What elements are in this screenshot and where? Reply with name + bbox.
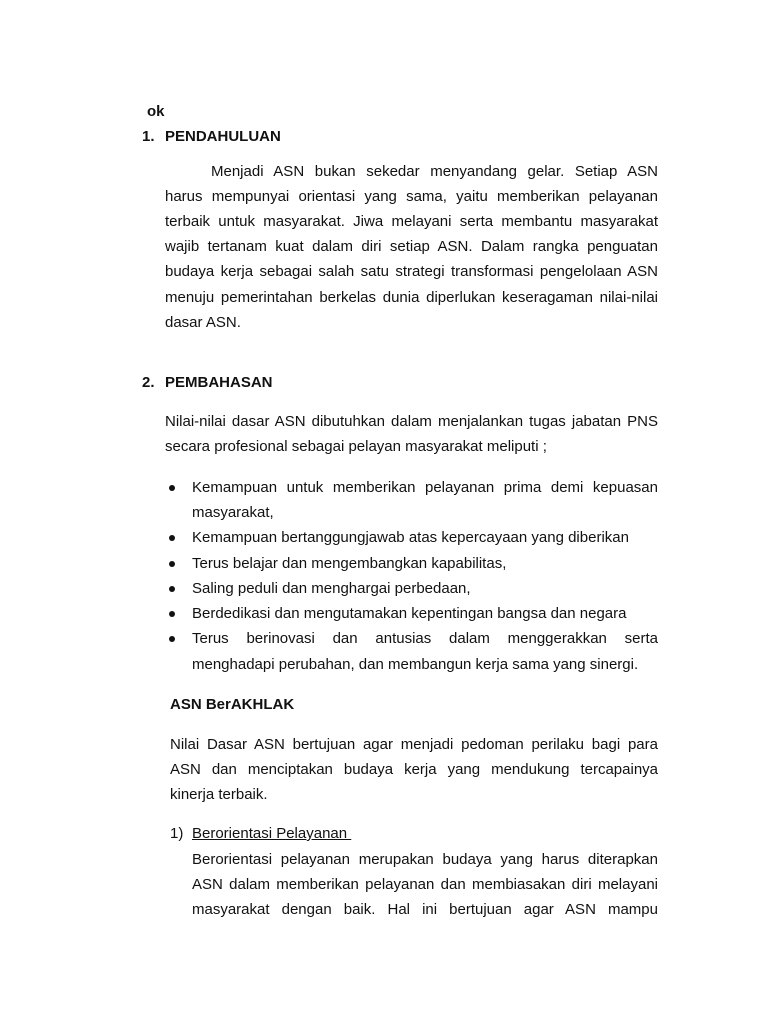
bullet-icon — [169, 561, 175, 567]
item-line: masyarakat dengan baik. Hal ini bertujuan agar ASN mampu — [192, 901, 658, 918]
paragraph-line: budaya kerja sebagai salah satu strategi transformasi pengelolaan ASN — [165, 263, 658, 280]
item-line: Berorientasi pelayanan merupakan budaya yang harus diterapkan — [192, 851, 658, 868]
bullet-icon — [169, 586, 175, 592]
paragraph-line: Menjadi ASN bukan sekedar menyandang gelar. Setiap ASN — [211, 163, 658, 180]
item-heading: Berorientasi Pelayanan — [192, 825, 352, 842]
list-item-line: Terus belajar dan mengembangkan kapabilitas, — [192, 555, 507, 572]
header-label: ok — [147, 103, 165, 120]
item-line: ASN dalam memberikan pelayanan dan membiasakan diri melayani — [192, 876, 658, 893]
bullet-icon — [169, 636, 175, 642]
bullet-icon — [169, 611, 175, 617]
paragraph-line: ASN dan menciptakan budaya kerja yang mendukung tercapainya — [170, 761, 658, 778]
paragraph-line: harus mempunyai orientasi yang sama, yaitu memberikan pelayanan — [165, 188, 658, 205]
list-item-line: masyarakat, — [192, 504, 274, 521]
paragraph-line: kinerja terbaik. — [170, 786, 268, 803]
section-1-title: PENDAHULUAN — [165, 128, 281, 145]
item-number: 1) — [170, 825, 184, 842]
list-item-line: Kemampuan untuk memberikan pelayanan prima demi kepuasan — [192, 479, 658, 496]
berakhlak-title: ASN BerAKHLAK — [170, 696, 295, 713]
section-2-title: PEMBAHASAN — [165, 374, 273, 391]
section-1-number: 1. — [142, 128, 155, 145]
list-item-line: menghadapi perubahan, dan membangun kerja sama yang sinergi. — [192, 656, 639, 673]
bullet-icon — [169, 485, 175, 491]
paragraph-line: terbaik untuk masyarakat. Jiwa melayani serta membantu masyarakat — [165, 213, 658, 230]
paragraph-line: secara profesional sebagai pelayan masyarakat meliputi ; — [165, 438, 547, 455]
paragraph-line: Nilai-nilai dasar ASN dibutuhkan dalam menjalankan tugas jabatan PNS — [165, 413, 658, 430]
paragraph-line: dasar ASN. — [165, 314, 241, 331]
section-2-number: 2. — [142, 374, 155, 391]
paragraph-line: Nilai Dasar ASN bertujuan agar menjadi pedoman perilaku bagi para — [170, 736, 658, 753]
list-item-line: Terus berinovasi dan antusias dalam menggerakkan serta — [192, 630, 658, 647]
list-item-line: Berdedikasi dan mengutamakan kepentingan bangsa dan negara — [192, 605, 627, 622]
list-item-line: Saling peduli dan menghargai perbedaan, — [192, 580, 471, 597]
bullet-icon — [169, 535, 175, 541]
paragraph-line: wajib tertanam kuat dalam diri setiap ASN. Dalam rangka penguatan — [165, 238, 658, 255]
list-item-line: Kemampuan bertanggungjawab atas kepercayaan yang diberikan — [192, 529, 629, 546]
paragraph-line: menuju pemerintahan berkelas dunia diperlukan keseragaman nilai-nilai — [165, 289, 658, 306]
